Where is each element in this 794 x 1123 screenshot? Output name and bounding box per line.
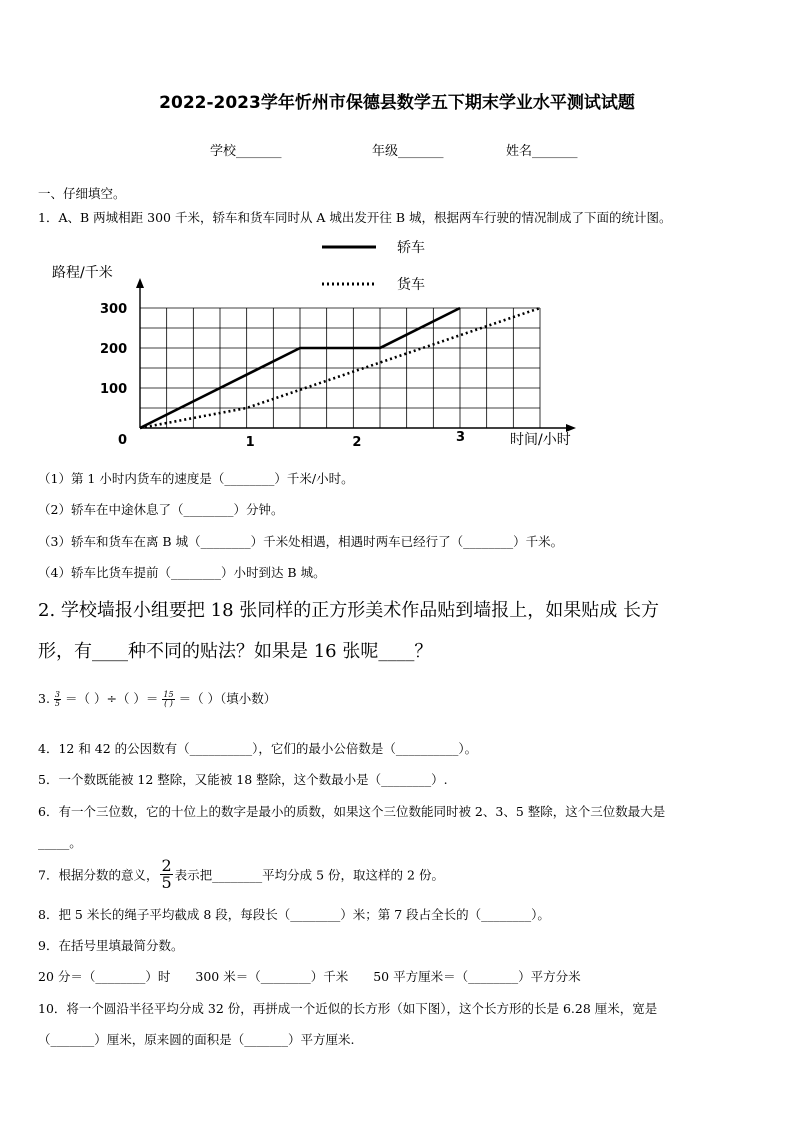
x-tick-label: 1	[245, 435, 255, 450]
question-7	[38, 858, 444, 891]
fraction-denominator: 5	[54, 699, 61, 708]
page-title: 2022-2023学年忻州市保德县数学五下期末学业水平测试试题	[159, 93, 635, 113]
grade-field: 年级_______	[372, 144, 444, 159]
question-6-line-1: 6．有一个三位数，它的十位上的数字是最小的质数，如果这个三位数能同时被 2、3、5 整除，这个三位数最大是	[38, 804, 666, 819]
fraction-denominator: 5	[161, 873, 172, 892]
y-tick-label: 100	[100, 382, 128, 397]
question-9-blanks: 20 分＝（________）时 300 米＝（________）千米 50 平方厘米＝（________）平方分米	[38, 969, 581, 984]
question-3-fraction-2	[162, 691, 174, 708]
x-tick-label: 3	[456, 430, 466, 445]
school-field: 学校_______	[210, 144, 282, 159]
name-field: 姓名_______	[506, 144, 578, 159]
question-1-part-4: （4）轿车比货车提前（________）小时到达 B 城。	[38, 565, 326, 580]
x-axis-arrow	[566, 424, 576, 432]
question-5: 5．一个数既能被 12 整除，又能被 18 整除，这个数最小是（________）.	[38, 772, 448, 787]
question-10-line-1: 10．将一个圆沿半径平均分成 32 份，再拼成一个近似的长方形（如下图），这个长方形的长是 6.28 厘米，宽是	[38, 1001, 658, 1016]
question-3	[38, 689, 276, 708]
question-10-line-2: （_______）厘米，原来圆的面积是（_______）平方厘米.	[38, 1032, 355, 1047]
legend-label: 货车	[397, 277, 425, 293]
y-tick-label: 200	[100, 342, 128, 357]
x-axis-label: 时间/小时	[510, 432, 571, 448]
legend-label: 轿车	[397, 240, 425, 256]
chart-legend	[322, 240, 425, 293]
question-3-suffix: ＝（ ）（填小数）	[178, 691, 277, 706]
question-1-part-1: （1）第 1 小时内货车的速度是（________）千米/小时。	[38, 471, 354, 486]
x-tick-label: 2	[352, 435, 362, 450]
question-3-prefix: 3.	[38, 691, 50, 706]
question-3-middle: ＝（ ）÷（ ）＝	[65, 691, 159, 706]
fraction-numerator: 2	[161, 856, 172, 875]
y-axis-arrow	[136, 278, 144, 288]
chart-grid	[140, 308, 540, 428]
question-1-part-3: （3）轿车和货车在离 B 城（________）千米处相遇，相遇时两车已经行了（________）千米。	[38, 534, 564, 549]
question-2-line-1: 2. 学校墙报小组要把 18 张同样的正方形美术作品贴到墙报上，如果贴成 长方	[38, 600, 659, 621]
chart-labels	[52, 264, 571, 450]
y-axis-label: 路程/千米	[52, 265, 113, 281]
question-9: 9．在括号里填最简分数。	[38, 938, 184, 953]
question-3-fraction	[54, 691, 61, 708]
question-1: 1．A、B 两城相距 300 千米，轿车和货车同时从 A 城出发开往 B 城，根据两车行驶的情况制成了下面的统计图。	[38, 210, 672, 225]
y-tick-label: 300	[100, 302, 128, 317]
fraction-numerator: 3	[54, 690, 61, 699]
question-7-suffix: 表示把________平均分成 5 份，取这样的 2 份。	[174, 867, 444, 883]
fraction-denominator: ( )	[164, 699, 173, 708]
question-7-prefix: 7．根据分数的意义，	[38, 867, 159, 883]
question-7-fraction	[160, 858, 172, 891]
question-2-line-2: 形，有____种不同的贴法？如果是 16 张呢____？	[38, 641, 433, 662]
question-4: 4．12 和 42 的公因数有（__________），它们的最小公倍数是（__________）。	[38, 741, 478, 756]
question-6-line-2: _____。	[38, 835, 82, 850]
question-1-part-2: （2）轿车在中途休息了（________）分钟。	[38, 502, 284, 517]
distance-time-chart	[40, 232, 600, 458]
origin-label: 0	[118, 433, 128, 448]
section-heading: 一、仔细填空。	[38, 186, 126, 201]
question-8: 8．把 5 米长的绳子平均截成 8 段，每段长（________）米；第 7 段占全长的（________）。	[38, 907, 550, 922]
fraction-numerator: 15	[163, 690, 174, 699]
chart-axes	[136, 278, 576, 432]
